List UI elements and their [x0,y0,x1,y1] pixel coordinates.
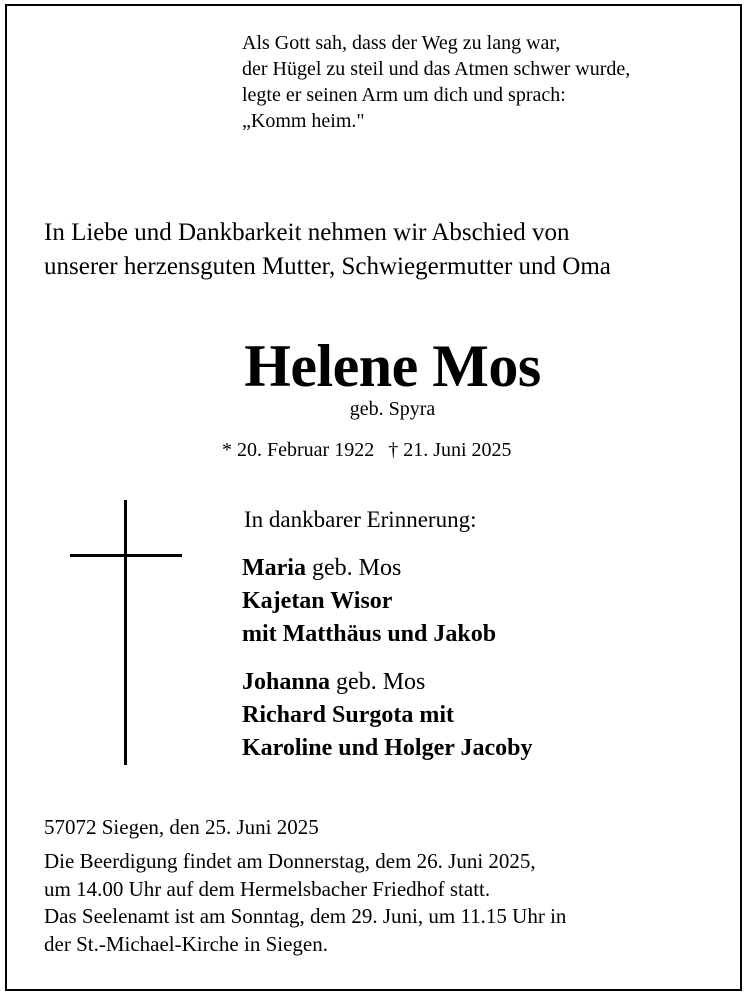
mourner-group [242,552,532,651]
funeral-details [44,848,566,958]
mourner-name: Johanna [242,669,331,695]
mourner-line: Richard Surgota mit [242,702,454,728]
mourner-line: Kajetan Wisor [242,588,393,614]
intro-line: unserer herzensguten Mutter, Schwiegermutter und Oma [44,253,611,280]
mourner-maiden-name: geb. Mos [330,669,426,695]
life-dates [222,437,512,463]
birth-date: * 20. Februar 1922 [222,439,375,461]
mourner-name: Maria [242,555,306,581]
mourner-line [242,552,532,585]
mourner-line: Karoline und Holger Jacoby [242,735,533,761]
memory-heading: In dankbarer Erinnerung: [244,507,477,532]
deceased-name: Helene Mos [244,333,541,399]
details-line: der St.-Michael-Kirche in Siegen. [44,931,328,956]
details-line: Die Beerdigung findet am Donnerstag, dem 26. Juni 2025, [44,849,536,873]
mourner-line [242,666,532,699]
intro-text [44,216,611,284]
poem-line: der Hügel zu steil und das Atmen schwer wurde, [242,58,631,80]
mourner-line: mit Matthäus und Jakob [242,621,497,647]
cross-icon [70,500,182,765]
details-line: Das Seelenamt ist am Sonntag, dem 29. Juni, um 11.15 Uhr in [44,904,567,928]
details-line: um 14.00 Uhr auf dem Hermelsbacher Friedhof statt. [44,876,491,901]
poem [242,30,630,134]
poem-line: „Komm heim." [242,110,365,132]
maiden-name: geb. Spyra [349,398,436,420]
poem-line: legte er seinen Arm um dich und sprach: [242,84,566,106]
death-date: † 21. Juni 2025 [388,439,512,461]
intro-line: In Liebe und Dankbarkeit nehmen wir Abschied von [44,219,570,246]
poem-line: Als Gott sah, dass der Weg zu lang war, [242,32,561,54]
place-date: 57072 Siegen, den 25. Juni 2025 [44,815,319,839]
obituary-frame [5,4,742,991]
mourner-maiden-name: geb. Mos [305,555,402,581]
mourners-list [242,552,532,780]
mourner-group [242,666,532,765]
